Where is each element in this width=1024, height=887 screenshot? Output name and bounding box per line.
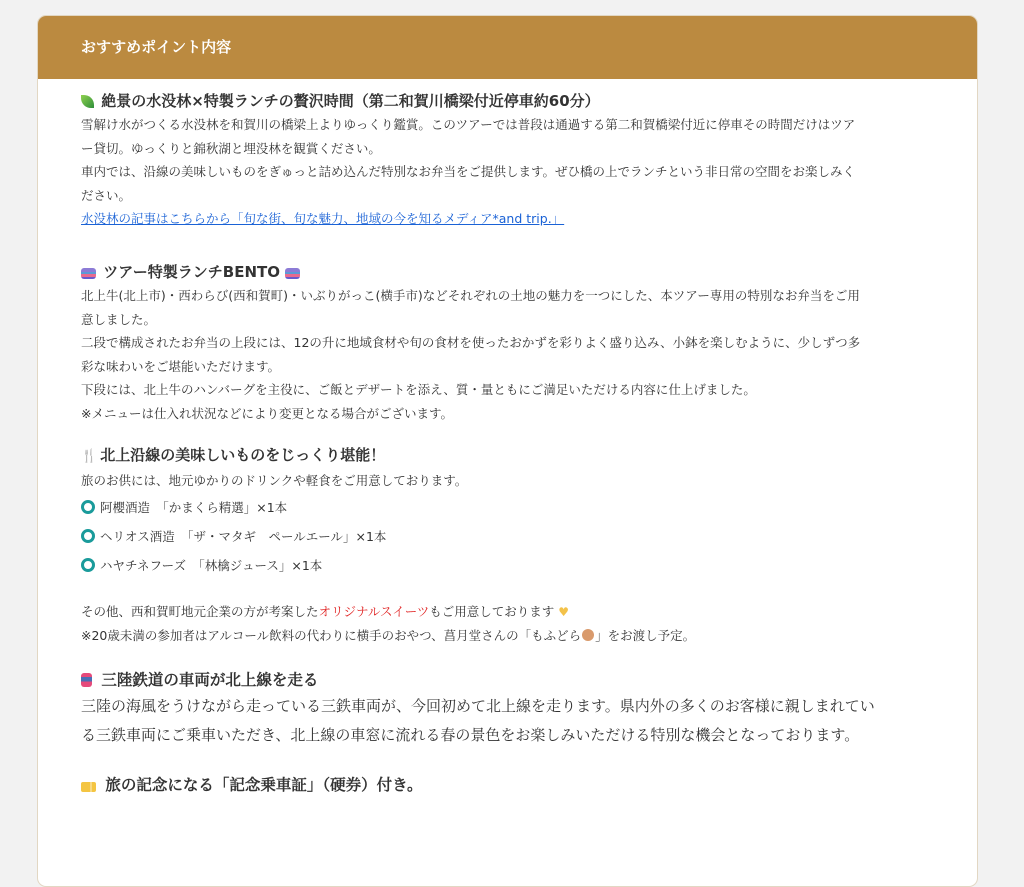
card-content <box>38 79 977 797</box>
section-title-local-food: 🍴 北上沿線の美味しいものをじっくり堪能！ <box>81 446 386 464</box>
list-item: ハヤチネフーズ 「林檎ジュース」×1本 <box>81 551 937 580</box>
section2-line: ※メニューは仕入れ状況などにより変更となる場合がございます。 <box>81 405 453 421</box>
circle-bullet-icon <box>81 529 95 543</box>
circle-bullet-icon <box>81 558 95 572</box>
card-header-title: おすすめポイント内容 <box>81 38 232 56</box>
section2-line: 彩な味わいをご堪能いただけます。 <box>81 358 281 374</box>
section1-line: 車内では、沿線の美味しいものをぎゅっと詰め込んだ特別なお弁当をご提供します。ぜひ橋の上でランチという非日常の空間をお楽しみく <box>81 164 856 179</box>
list-item: 阿櫻酒造 「かまくら精選」×1本 <box>81 493 937 522</box>
section2-line: 北上牛(北上市)・西わらび(西和賀町)・いぶりがっこ(横手市)などそれぞれの土地の魅力を一つにした、本ツアー専用の特別なお弁当をご用 <box>81 288 860 303</box>
sweets-note: その他、西和賀町地元企業の方が考案したオリジナルスイーツもご用意しております ♥ <box>81 603 570 619</box>
card-header <box>38 16 977 79</box>
dog-face-icon <box>582 629 594 641</box>
list-item: ヘリオス酒造 「ザ・マタギ ペールエール」×1本 <box>81 522 937 551</box>
circle-bullet-icon <box>81 500 95 514</box>
bento-icon <box>285 268 300 279</box>
section2-line: 下段には、北上牛のハンバーグを主役に、ご飯とデザートを添え、質・量ともにご満足いただける内容に仕上げました。 <box>81 382 756 397</box>
section-title-submerged-forest: 絶景の水没林×特製ランチの贅沢時間（第二和賀川橋梁付近停車約60分） <box>81 89 937 113</box>
original-sweets-text: オリジナルスイーツ <box>318 603 430 619</box>
section1-line: ださい。 <box>81 187 132 203</box>
section-title-commemorative-ticket: 旅の記念になる「記念乗車証」（硬券）付き。 <box>81 773 937 797</box>
fork-knife-icon: 🍴 <box>81 449 98 464</box>
section-title-bento: ツアー特製ランチBENTO <box>81 260 937 284</box>
article-link[interactable]: 水没林の記事はこちらから「旬な街、旬な魅力、地域の今を知るメディア*and trip.」 <box>81 211 565 226</box>
bento-icon <box>81 268 96 279</box>
section4-line: 三陸の海風をうけながら走っている三鉄車両が、今回初めて北上線を走ります。県内外の多くのお客様に親しまれてい <box>81 696 875 715</box>
ticket-icon <box>81 782 96 792</box>
recommend-card <box>37 15 978 887</box>
train-icon <box>81 673 92 687</box>
section4-line: る三鉄車両にご乗車いただき、北上線の車窓に流れる春の景色をお楽しみいただける特別な機会となっております。 <box>81 725 860 744</box>
section3-intro: 旅のお供には、地元ゆかりのドリンクや軽食をご用意しております。 <box>81 473 468 488</box>
minor-note: ※20歳未満の参加者はアルコール飲料の代わりに横手のおやつ、菖月堂さんの「もふどら 」をお渡し予定。 <box>81 628 696 643</box>
section1-line: ー貸切。ゆっくりと錦秋湖と埋没林を観賞ください。 <box>81 140 381 156</box>
section2-line: 意しました。 <box>81 311 157 327</box>
heart-icon: ♥ <box>558 604 570 619</box>
leaf-icon <box>81 95 94 108</box>
section2-line: 二段で構成されたお弁当の上段には、12の升に地域食材や旬の食材を使ったおかずを彩りよく盛り込み、小鉢を楽しむように、少しずつ多 <box>81 335 861 350</box>
section-title-sanriku-train: 三陸鉄道の車両が北上線を走る <box>81 668 937 692</box>
section1-line: 雪解け水がつくる水没林を和賀川の橋梁上よりゆっくり鑑賞。このツアーでは普段は通過する第二和賀橋梁付近に停車その時間だけはツア <box>81 117 856 132</box>
